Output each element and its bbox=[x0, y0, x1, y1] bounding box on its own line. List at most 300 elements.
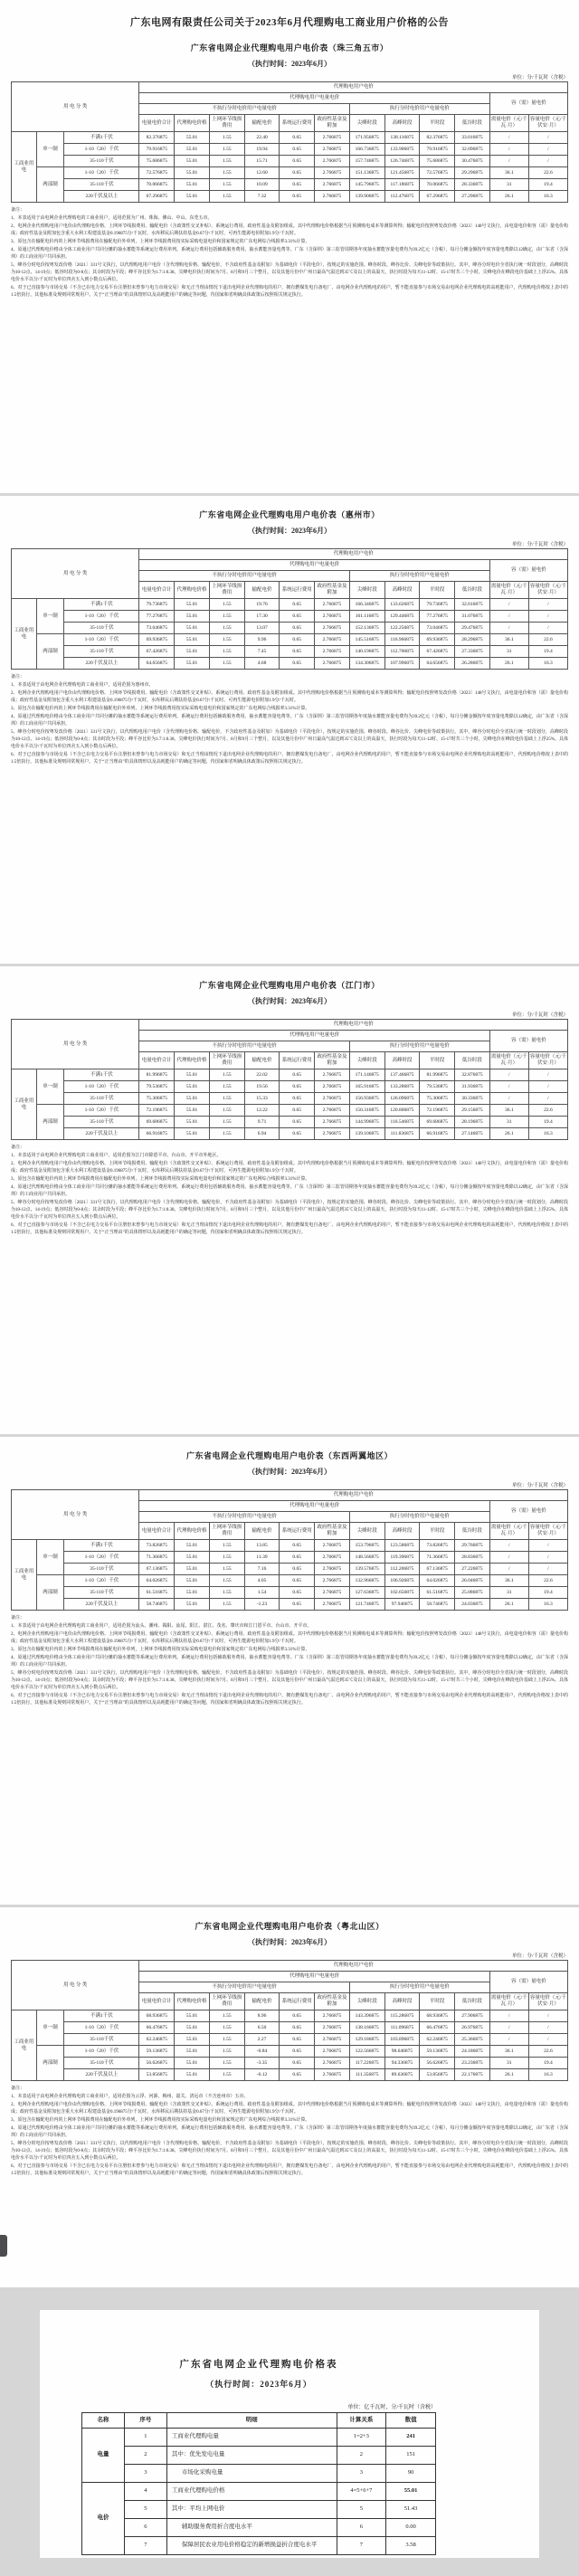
price-value-cell: 72.576875 bbox=[139, 167, 175, 179]
price-value-cell: 73.046875 bbox=[139, 623, 175, 634]
price-value-cell: / bbox=[489, 144, 528, 156]
price-value-cell: 82.376875 bbox=[420, 132, 455, 144]
price-value-cell: 0.65 bbox=[280, 623, 315, 634]
price-value-cell: 36.1 bbox=[489, 634, 528, 646]
summary-value-cell: 3.58 bbox=[386, 2537, 436, 2555]
summary-calc-cell: 3 bbox=[337, 2465, 386, 2483]
note-item: 1、本表适用于由电网企业代理购电的工商业用户，适用范围为汕头、潮州、揭阳、汕尾、阳江、湛江、茂名、肇庆市和江门恩平市、台山市、开平市。 bbox=[11, 1624, 312, 1629]
notes-block bbox=[11, 1145, 568, 1237]
voltage-class-cell: 220千伏及以上 bbox=[64, 1599, 139, 1611]
price-value-cell: 161.116875 bbox=[349, 611, 384, 623]
flat-rate-group-header: 不执行分时电价用户电量电价 bbox=[139, 571, 349, 582]
price-value-cell: 24.036875 bbox=[455, 1599, 490, 1611]
price-value-cell: 25.366875 bbox=[455, 2034, 490, 2046]
column-header: 上网环节线损费用 bbox=[209, 582, 244, 599]
voltage-class-cell: 220千伏及以上 bbox=[64, 1128, 139, 1140]
note-item: 6、对于已直接参与市场交易（不含已在电力交易平台注册但未曾参与电力市场交易）和无正当理由情况下退出电网企业代理购电的用户，拥有燃煤发电自备电厂、由电网企业代理购电的用户，暂不能直接参与市场交易由电网企业代理购电的高耗能用户，代理购电价格按上表中的1.5倍执行，其他标准及规则同常规用户。关于“正当理由”的具体情形以及高耗能用户的确定等问题，待国家和省明确具体政策后按照相关规定执行。 bbox=[11, 1223, 568, 1235]
viewer-side-tab[interactable] bbox=[0, 2235, 7, 2257]
price-value-cell: 31.936875 bbox=[455, 1081, 490, 1093]
summary-calc-cell: 6 bbox=[337, 2519, 386, 2537]
price-value-cell: 102.656875 bbox=[384, 1587, 420, 1599]
unit-note: 单位：亿千瓦时，分/千瓦时（含税） bbox=[347, 2405, 436, 2410]
price-value-cell: 19.56 bbox=[244, 1081, 280, 1093]
price-value-cell: 19.4 bbox=[528, 2058, 567, 2069]
price-value-cell: 16.3 bbox=[528, 1599, 567, 1611]
price-value-cell: 55.01 bbox=[175, 599, 210, 611]
note-item: 1、本表适用于由电网企业代理购电的工商业用户，适用范围为江门市除恩平市、台山市、开平市外地区。 bbox=[11, 1154, 222, 1158]
voltage-class-cell: 35-110千伏 bbox=[64, 2034, 139, 2046]
note-item: 5、峰谷分时电价按粤发改价格〔2021〕331号文执行，以代理购电用户电价（含代理购电价格、输配电价，不含政府性基金及附加）为基础电价（平段电价），按规定的实施范围、峰谷时段、峰谷比价、尖峰电价等政策执行。其中，峰谷分时电价全省执行统一时段划分，高峰时段为10-12点、14-19点；低谷时段为0-8点；其余时段为平段；峰平谷比价为1.7:1:0.38。尖峰电价执行时间为7月、8月和9月三个整月，以及其他月份中广州日最高气温达到35℃及以上的高温天，执行时段为每天11-12时、15-17时共三个小时，尖峰电价在峰段电价基础上上浮25%。具体电价水平以分/千瓦时为单位四舍五入到小数点后两位。 bbox=[11, 263, 568, 282]
table-row bbox=[12, 1128, 568, 1140]
summary-no-cell: 6 bbox=[124, 2519, 166, 2537]
column-header: 电量电价合计 bbox=[139, 582, 175, 599]
summary-detail-cell: 保障居民农业用电价格稳定的新增损益折合度电水平 bbox=[166, 2537, 337, 2555]
price-value-cell: 17.30 bbox=[244, 611, 280, 623]
price-value-cell: 0.65 bbox=[280, 611, 315, 623]
price-value-cell: 120.806875 bbox=[384, 1105, 420, 1117]
price-value-cell: 127.636875 bbox=[349, 1587, 384, 1599]
flat-rate-group-header: 不执行分时电价用户电量电价 bbox=[139, 104, 349, 115]
price-value-cell: 29.156875 bbox=[455, 1105, 490, 1117]
price-value-cell: 36.1 bbox=[489, 167, 528, 179]
capacity-demand-header: 容（需）量电价 bbox=[489, 1972, 567, 1993]
price-value-cell: 1.55 bbox=[209, 2046, 244, 2058]
price-value-cell: 1.55 bbox=[209, 132, 244, 144]
price-value-cell: 53.856875 bbox=[139, 2069, 175, 2081]
agency-price-header: 代理购电用户电价 bbox=[139, 1961, 568, 1972]
column-header: 尖峰时段 bbox=[349, 582, 384, 599]
price-value-cell: 2.766875 bbox=[315, 1069, 350, 1081]
price-value-cell: 2.766875 bbox=[315, 2046, 350, 2058]
pricing-system-cell: 两部制 bbox=[36, 1105, 64, 1140]
execution-time: （执行时间：2023年6月） bbox=[248, 60, 331, 68]
agency-price-header: 代理购电用户电价 bbox=[139, 1490, 568, 1501]
price-value-cell: 28.296875 bbox=[455, 634, 490, 646]
price-value-cell: 55.01 bbox=[175, 2010, 210, 2022]
column-header: 输配电价 bbox=[244, 1993, 280, 2010]
voltage-class-cell: 1-10（20）千伏 bbox=[64, 1575, 139, 1587]
table-row bbox=[12, 132, 568, 144]
price-value-cell: 1.55 bbox=[209, 634, 244, 646]
price-value-cell: 121.746875 bbox=[349, 1599, 384, 1611]
price-value-cell: 106.926875 bbox=[384, 1575, 420, 1587]
price-value-cell: 70.066875 bbox=[139, 179, 175, 191]
table-row bbox=[12, 2046, 568, 2058]
summary-calc-cell: 1=2+3 bbox=[337, 2429, 386, 2447]
price-value-cell: 58.746875 bbox=[139, 1599, 175, 1611]
unit-note: 单位：分/千瓦时（含税） bbox=[511, 1483, 568, 1488]
price-value-cell: 107.996875 bbox=[384, 658, 420, 670]
price-value-cell: -0.84 bbox=[244, 2046, 280, 2058]
price-value-cell: 22.02 bbox=[244, 1069, 280, 1081]
price-value-cell: 89.636875 bbox=[384, 2069, 420, 2081]
table-row bbox=[12, 1599, 568, 1611]
unit-note: 单位：分/千瓦时（含税） bbox=[511, 1953, 568, 1959]
note-item: 5、峰谷分时电价按粤发改价格〔2021〕331号文执行，以代理购电用户电价（含代理购电价格、输配电价，不含政府性基金及附加）为基础电价（平段电价），按规定的实施范围、峰谷时段、峰谷比价、尖峰电价等政策执行。其中，峰谷分时电价全省执行统一时段划分，高峰时段为10-12点、14-19点；低谷时段为0-8点；其余时段为平段；峰平谷比价为1.7:1:0.38。尖峰电价执行时间为7月、8月和9月三个整月，以及其他月份中广州日最高气温达到35℃及以上的高温天，执行时段为每天11-12时、15-17时共三个小时，尖峰电价在峰段电价基础上上浮25%。具体电价水平以分/千瓦时为单位四舍五入到小数点后两位。 bbox=[11, 1671, 568, 1690]
price-value-cell: 22.6 bbox=[528, 1105, 567, 1117]
note-item: 1、本表适用于由电网企业代理购电的工商业用户，适用范围为云浮、河源、梅州、韶关、清远市（不含连州市）五市。 bbox=[11, 2095, 249, 2099]
tou-group-header: 执行分时电价用户电量电价 bbox=[349, 1041, 489, 1052]
column-header: 电量电价合计 bbox=[139, 1523, 175, 1540]
summary-column-header: 名称 bbox=[82, 2413, 125, 2429]
price-value-cell: 16.3 bbox=[528, 658, 567, 670]
price-value-cell: 133.906875 bbox=[384, 144, 420, 156]
price-value-cell: 7.16 bbox=[244, 1564, 280, 1575]
price-value-cell: 1.55 bbox=[209, 1575, 244, 1587]
summary-no-cell: 1 bbox=[124, 2429, 166, 2447]
voltage-class-cell: 1-10（20）千伏 bbox=[64, 634, 139, 646]
price-value-cell: / bbox=[528, 1540, 567, 1552]
price-value-cell: 55.01 bbox=[175, 1575, 210, 1587]
price-value-cell: 55.01 bbox=[175, 167, 210, 179]
table-row bbox=[12, 1105, 568, 1117]
capacity-demand-header: 容（需）量电价 bbox=[489, 1031, 567, 1052]
tou-group-header: 执行分时电价用户电量电价 bbox=[349, 1982, 489, 1993]
price-value-cell: 152.136875 bbox=[349, 623, 384, 634]
price-value-cell: 139.106875 bbox=[349, 1128, 384, 1140]
region-table-title: 广东省电网企业代理购电用户电价表（惠州市） bbox=[199, 510, 380, 519]
price-value-cell: 55.01 bbox=[175, 156, 210, 167]
price-value-cell: / bbox=[489, 1552, 528, 1564]
table-row bbox=[12, 1540, 568, 1552]
table-row bbox=[12, 611, 568, 623]
price-value-cell: 0.65 bbox=[280, 1069, 315, 1081]
pricing-system-cell: 两部制 bbox=[36, 167, 64, 203]
price-value-cell: 1.55 bbox=[209, 1599, 244, 1611]
classification-header: 用 电 分 类 bbox=[12, 549, 139, 599]
note-item: 2、电网企业代理购电用户电价由代理购电价格、上网环节线损费用、输配电价（含政策性交叉补贴）、系统运行费用、政府性基金及附加组成。其中代理购电价格根据当月预测购电成本等测算所得；输配电价按照粤发改价格〔2023〕148号文执行，由电量电价和容（需）量电价构成；政府性基金及附加包含重大水利工程建设基金0.196875分/千瓦时，水库移民后期扶持基金0.67分/千瓦时，可再生能源电价附加1.9分/千瓦时。 bbox=[11, 691, 568, 703]
price-value-cell: 12.22 bbox=[244, 1105, 280, 1117]
price-value-cell: 2.766875 bbox=[315, 2034, 350, 2046]
price-value-cell: 156.936875 bbox=[349, 1093, 384, 1105]
price-value-cell: 22.6 bbox=[528, 1575, 567, 1587]
price-value-cell: 0.65 bbox=[280, 1587, 315, 1599]
table-row bbox=[12, 634, 568, 646]
price-value-cell: 0.65 bbox=[280, 132, 315, 144]
note-item: 3、原包含在输配电价内的上网环节线损费用在输配电价外单列，上网环节线损费用按实际采购电量电价和国家规定的广东电网综合线损率3.31%计算。 bbox=[11, 1648, 310, 1652]
price-value-cell: 32.096875 bbox=[455, 144, 490, 156]
price-value-cell: 1.55 bbox=[209, 1081, 244, 1093]
region-table-title: 广东省电网企业代理购电用户电价表（东西两翼地区） bbox=[185, 1451, 393, 1460]
price-value-cell: -6.12 bbox=[244, 2069, 280, 2081]
column-header: 输配电价 bbox=[244, 582, 280, 599]
price-value-cell: 0.65 bbox=[280, 2046, 315, 2058]
summary-detail-cell: 辅助服务费用折合度电水平 bbox=[166, 2519, 337, 2537]
voltage-class-cell: 不满1千伏 bbox=[64, 1540, 139, 1552]
price-value-cell: / bbox=[528, 132, 567, 144]
column-header: 容量电价（元/千伏安·月） bbox=[528, 1052, 567, 1069]
voltage-class-cell: 35-110千伏 bbox=[64, 1093, 139, 1105]
price-value-cell: 1.55 bbox=[209, 144, 244, 156]
table-row bbox=[12, 599, 568, 611]
price-value-cell: 31 bbox=[489, 1117, 528, 1128]
summary-column-header: 明细 bbox=[166, 2413, 337, 2429]
price-value-cell: 67.136875 bbox=[420, 1564, 455, 1575]
price-value-cell: 61.516875 bbox=[420, 1587, 455, 1599]
price-value-cell: 55.01 bbox=[175, 2046, 210, 2058]
price-value-cell: 148.566875 bbox=[349, 1552, 384, 1564]
price-value-cell: 2.766875 bbox=[315, 2010, 350, 2022]
price-value-cell: 2.766875 bbox=[315, 1564, 350, 1575]
note-item: 2、电网企业代理购电用户电价由代理购电价格、上网环节线损费用、输配电价（含政策性交叉补贴）、系统运行费用、政府性基金及附加组成。其中代理购电价格根据当月预测购电成本等测算所得；输配电价按照粤发改价格〔2023〕148号文执行，由电量电价和容（需）量电价构成；政府性基金及附加包含重大水利工程建设基金0.196875分/千瓦时，水库移民后期扶持基金0.67分/千瓦时，可再生能源电价附加1.9分/千瓦时。 bbox=[11, 1162, 568, 1174]
price-value-cell: 112.206875 bbox=[384, 1564, 420, 1575]
price-value-cell: 2.766875 bbox=[315, 156, 350, 167]
price-value-cell: 82.376875 bbox=[139, 132, 175, 144]
voltage-class-cell: 35-110千伏 bbox=[64, 1117, 139, 1128]
unit-note: 单位：分/千瓦时（含税） bbox=[511, 1012, 568, 1018]
summary-detail-cell: 其中：平均上网电价 bbox=[166, 2501, 337, 2519]
price-value-cell: 28.196875 bbox=[455, 1117, 490, 1128]
summary-detail-cell: 市场化采购电量 bbox=[166, 2465, 337, 2483]
price-value-cell: 26.1 bbox=[489, 191, 528, 203]
voltage-class-cell: 35-110千伏 bbox=[64, 646, 139, 658]
price-value-cell: 138.116875 bbox=[384, 132, 420, 144]
summary-group-cell: 电量 bbox=[82, 2429, 125, 2483]
price-value-cell: 0.65 bbox=[280, 2058, 315, 2069]
price-value-cell: 69.936875 bbox=[139, 634, 175, 646]
summary-value-cell: 241 bbox=[386, 2429, 436, 2447]
price-value-cell: 1.55 bbox=[209, 1564, 244, 1575]
price-value-cell: 11.39 bbox=[244, 1552, 280, 1564]
summary-no-cell: 2 bbox=[124, 2447, 166, 2465]
pricing-system-cell: 单一制 bbox=[36, 1069, 64, 1105]
tou-group-header: 执行分时电价用户电量电价 bbox=[349, 571, 489, 582]
price-value-cell: 0.65 bbox=[280, 156, 315, 167]
price-value-cell: 26.286875 bbox=[455, 658, 490, 670]
column-header: 上网环节线损费用 bbox=[209, 1993, 244, 2010]
price-value-cell: 2.766875 bbox=[315, 646, 350, 658]
price-value-cell: 16.3 bbox=[528, 2069, 567, 2081]
note-item: 2、电网企业代理购电用户电价由代理购电价格、上网环节线损费用、输配电价（含政策性交叉补贴）、系统运行费用、政府性基金及附加组成。其中代理购电价格根据当月预测购电成本等测算所得；输配电价按照粤发改价格〔2023〕148号文执行，由电量电价和容（需）量电价构成；政府性基金及附加包含重大水利工程建设基金0.196875分/千瓦时，水库移民后期扶持基金0.67分/千瓦时，可再生能源电价附加1.9分/千瓦时。 bbox=[11, 2103, 568, 2115]
notes-block bbox=[11, 1615, 568, 1707]
price-value-cell: / bbox=[528, 2010, 567, 2022]
price-value-cell: 31.076875 bbox=[455, 611, 490, 623]
price-value-cell: 55.01 bbox=[175, 2022, 210, 2034]
price-value-cell: / bbox=[528, 1093, 567, 1105]
column-header: 系统运行费用 bbox=[280, 115, 315, 132]
column-header: 高峰时段 bbox=[384, 1052, 420, 1069]
price-value-cell: 55.01 bbox=[175, 2069, 210, 2081]
price-value-cell: 10.09 bbox=[244, 179, 280, 191]
price-value-cell: 134.306875 bbox=[349, 658, 384, 670]
column-header: 政府性基金及附加 bbox=[315, 1052, 350, 1069]
price-value-cell: 1.55 bbox=[209, 611, 244, 623]
execution-time: （执行时间：2023年6月） bbox=[248, 997, 331, 1005]
price-value-cell: 12.60 bbox=[244, 167, 280, 179]
column-header: 高峰时段 bbox=[384, 115, 420, 132]
summary-calc-cell: 4=5+6+7 bbox=[337, 2483, 386, 2501]
price-value-cell: 2.766875 bbox=[315, 2069, 350, 2081]
price-value-cell: 2.766875 bbox=[315, 144, 350, 156]
summary-value-cell: 0.00 bbox=[386, 2519, 436, 2537]
price-value-cell: 2.766875 bbox=[315, 1105, 350, 1117]
price-value-cell: 27.146875 bbox=[455, 1128, 490, 1140]
price-value-cell: 0.65 bbox=[280, 2022, 315, 2034]
column-header: 代理购电价格 bbox=[175, 1523, 210, 1540]
table-row bbox=[12, 179, 568, 191]
price-value-cell: 75.686875 bbox=[139, 156, 175, 167]
price-value-cell: 29.476875 bbox=[455, 623, 490, 634]
price-value-cell: 55.01 bbox=[175, 2058, 210, 2069]
table-row bbox=[12, 1552, 568, 1564]
price-value-cell: 71.366875 bbox=[420, 1552, 455, 1564]
column-header: 平时段 bbox=[420, 1993, 455, 2010]
price-value-cell: / bbox=[528, 2034, 567, 2046]
column-header: 代理购电价格 bbox=[175, 115, 210, 132]
column-header: 需量电价（元/千瓦·月） bbox=[489, 1993, 528, 2010]
summary-section bbox=[81, 2310, 436, 2555]
price-value-cell: 55.01 bbox=[175, 1552, 210, 1564]
column-header: 政府性基金及附加 bbox=[315, 582, 350, 599]
price-value-cell: 79.916875 bbox=[420, 144, 455, 156]
price-value-cell: 1.55 bbox=[209, 623, 244, 634]
note-item: 1、本表适用于由电网企业代理购电的工商业用户，适用范围为惠州市。 bbox=[11, 683, 154, 688]
price-value-cell: 69.686875 bbox=[420, 1117, 455, 1128]
agency-price-header: 代理购电用户电价 bbox=[139, 1020, 568, 1031]
price-value-cell: 55.01 bbox=[175, 1117, 210, 1128]
price-value-cell: 73.826875 bbox=[420, 1540, 455, 1552]
notes-label: 备注： bbox=[11, 675, 25, 680]
summary-detail-cell: 工商业代理购电价格 bbox=[166, 2483, 337, 2501]
price-value-cell: 2.766875 bbox=[315, 2022, 350, 2034]
voltage-class-cell: 不满1千伏 bbox=[64, 132, 139, 144]
note-item: 5、峰谷分时电价按粤发改价格〔2021〕331号文执行，以代理购电用户电价（含代理购电价格、输配电价，不含政府性基金及附加）为基础电价（平段电价），按规定的实施范围、峰谷时段、峰谷比价、尖峰电价等政策执行。其中，峰谷分时电价全省执行统一时段划分，高峰时段为10-12点、14-19点；低谷时段为0-8点；其余时段为平段；峰平谷比价为1.7:1:0.38。尖峰电价执行时间为7月、8月和9月三个整月，以及其他月份中广州日最高气温达到35℃及以上的高温天，执行时段为每天11-12时、15-17时共三个小时，尖峰电价在峰段电价基础上上浮25%。具体电价水平以分/千瓦时为单位四舍五入到小数点后两位。 bbox=[11, 1201, 568, 1220]
price-value-cell: 0.65 bbox=[280, 2034, 315, 2046]
price-value-cell: 0.65 bbox=[280, 1564, 315, 1575]
price-value-cell: 166.346875 bbox=[349, 599, 384, 611]
price-value-cell: 97.946875 bbox=[384, 1599, 420, 1611]
price-value-cell: 119.396875 bbox=[384, 1552, 420, 1564]
column-header: 尖峰时段 bbox=[349, 1052, 384, 1069]
column-header: 需量电价（元/千瓦·月） bbox=[489, 1052, 528, 1069]
price-value-cell: 2.766875 bbox=[315, 1093, 350, 1105]
price-value-cell: 137.466875 bbox=[384, 1069, 420, 1081]
table-row bbox=[12, 658, 568, 670]
price-value-cell: 171.956875 bbox=[349, 132, 384, 144]
price-value-cell: 75.306875 bbox=[139, 1093, 175, 1105]
price-value-cell: 0.65 bbox=[280, 1128, 315, 1140]
price-value-cell: 64.026875 bbox=[420, 1575, 455, 1587]
price-value-cell: 111.096875 bbox=[384, 2022, 420, 2034]
column-header: 需量电价（元/千瓦·月） bbox=[489, 1523, 528, 1540]
price-value-cell: 1.55 bbox=[209, 1128, 244, 1140]
column-header: 高峰时段 bbox=[384, 1523, 420, 1540]
price-value-cell: 1.55 bbox=[209, 599, 244, 611]
price-value-cell: 66.916875 bbox=[139, 1128, 175, 1140]
price-value-cell: 66.476875 bbox=[420, 2022, 455, 2034]
voltage-class-cell: 1-10（20）千伏 bbox=[64, 611, 139, 623]
price-value-cell: 71.366875 bbox=[139, 1552, 175, 1564]
price-value-cell: 2.766875 bbox=[315, 599, 350, 611]
note-item: 6、对于已直接参与市场交易（不含已在电力交易平台注册但未曾参与电力市场交易）和无正当理由情况下退出电网企业代理购电的用户，拥有燃煤发电自备电厂、由电网企业代理购电的用户，暂不能直接参与市场交易由电网企业代理购电的高耗能用户，代理购电价格按上表中的1.5倍执行，其他标准及规则同常规用户。关于“正当理由”的具体情形以及高耗能用户的确定等问题，待国家和省明确具体政策后按照相关规定执行。 bbox=[11, 2164, 568, 2176]
pricing-system-cell: 单一制 bbox=[36, 2010, 64, 2046]
note-item: 1、本表适用于由电网企业代理购电的工商业用户，适用范围为广州、珠海、佛山、中山、东莞五市。 bbox=[11, 216, 213, 221]
price-value-cell: 30.336875 bbox=[455, 1093, 490, 1105]
price-value-cell: 1.55 bbox=[209, 2058, 244, 2069]
price-value-cell: 19.94 bbox=[244, 144, 280, 156]
execution-time: （执行时间：2023年6月） bbox=[248, 527, 331, 535]
summary-table-title: 广东省电网企业代理购电价格表 bbox=[179, 2360, 338, 2370]
price-value-cell: 144.996875 bbox=[349, 1117, 384, 1128]
price-value-cell: 27.226875 bbox=[455, 1564, 490, 1575]
column-header: 平时段 bbox=[420, 1052, 455, 1069]
voltage-class-cell: 35-110千伏 bbox=[64, 1564, 139, 1575]
price-value-cell: 2.766875 bbox=[315, 623, 350, 634]
pricing-system-cell: 两部制 bbox=[36, 1575, 64, 1611]
price-value-cell: 1.55 bbox=[209, 1552, 244, 1564]
price-value-cell: 1.55 bbox=[209, 191, 244, 203]
price-value-cell: 22.6 bbox=[528, 634, 567, 646]
summary-value-cell: 90 bbox=[386, 2465, 436, 2483]
document-page bbox=[0, 1907, 579, 2287]
price-value-cell: / bbox=[489, 623, 528, 634]
price-value-cell: 0.65 bbox=[280, 1117, 315, 1128]
price-value-cell: 0.65 bbox=[280, 1105, 315, 1117]
column-header: 低谷时段 bbox=[455, 1523, 490, 1540]
voltage-class-cell: 1-10（20）千伏 bbox=[64, 2022, 139, 2034]
summary-table bbox=[81, 2412, 436, 2555]
note-item: 6、对于已直接参与市场交易（不含已在电力交易平台注册但未曾参与电力市场交易）和无正当理由情况下退出电网企业代理购电的用户，拥有燃煤发电自备电厂、由电网企业代理购电的用户，暂不能直接参与市场交易由电网企业代理购电的高耗能用户，代理购电价格按上表中的1.5倍执行，其他标准及规则同常规用户。关于“正当理由”的具体情形以及高耗能用户的确定等问题，待国家和省明确具体政策后按照相关规定执行。 bbox=[11, 286, 568, 298]
notes-label: 备注： bbox=[11, 1145, 25, 1150]
summary-value-cell: 151 bbox=[386, 2447, 436, 2465]
price-value-cell: 19.76 bbox=[244, 599, 280, 611]
price-value-cell: 111.356875 bbox=[349, 2069, 384, 2081]
table-row bbox=[12, 1093, 568, 1105]
price-value-cell: 16.3 bbox=[528, 1128, 567, 1140]
price-value-cell: / bbox=[489, 599, 528, 611]
classification-header: 用 电 分 类 bbox=[12, 1490, 139, 1540]
summary-detail-cell: 工商业代理购电量 bbox=[166, 2429, 337, 2447]
column-header: 容量电价（元/千伏安·月） bbox=[528, 582, 567, 599]
price-value-cell: / bbox=[489, 2022, 528, 2034]
price-value-cell: 126.746875 bbox=[384, 156, 420, 167]
price-value-cell: 122.566875 bbox=[349, 2046, 384, 2058]
notes-label: 备注： bbox=[11, 208, 25, 213]
price-value-cell: / bbox=[489, 1540, 528, 1552]
price-value-cell: 1.55 bbox=[209, 179, 244, 191]
price-value-cell: 2.766875 bbox=[315, 1599, 350, 1611]
price-value-cell: / bbox=[528, 2022, 567, 2034]
voltage-class-cell: 不满1千伏 bbox=[64, 599, 139, 611]
voltage-class-cell: 35-110千伏 bbox=[64, 156, 139, 167]
price-value-cell: 75.686875 bbox=[420, 156, 455, 167]
price-value-cell: 19.4 bbox=[528, 1117, 567, 1128]
price-value-cell: 32.876875 bbox=[455, 1069, 490, 1081]
table-row bbox=[12, 1081, 568, 1093]
price-value-cell: 67.136875 bbox=[139, 1564, 175, 1575]
summary-no-cell: 5 bbox=[124, 2501, 166, 2519]
price-value-cell: 67.426875 bbox=[139, 646, 175, 658]
price-value-cell: 61.516875 bbox=[139, 1587, 175, 1599]
price-value-cell: 62.246875 bbox=[420, 2034, 455, 2046]
price-value-cell: 75.306875 bbox=[420, 1093, 455, 1105]
flat-rate-group-header: 不执行分时电价用户电量电价 bbox=[139, 1982, 349, 1993]
table-row bbox=[82, 2447, 436, 2465]
price-value-cell: 15.71 bbox=[244, 156, 280, 167]
table-row bbox=[12, 2022, 568, 2034]
voltage-class-cell: 1-10（20）千伏 bbox=[64, 2046, 139, 2058]
price-value-cell: 59.136875 bbox=[420, 2046, 455, 2058]
price-table bbox=[11, 1960, 568, 2081]
price-value-cell: 1.55 bbox=[209, 2022, 244, 2034]
price-value-cell: 0.65 bbox=[280, 1575, 315, 1587]
column-header: 高峰时段 bbox=[384, 582, 420, 599]
price-value-cell: 23.236875 bbox=[455, 2058, 490, 2069]
price-value-cell: -1.23 bbox=[244, 1599, 280, 1611]
price-value-cell: 0.65 bbox=[280, 634, 315, 646]
price-value-cell: 140.196875 bbox=[349, 646, 384, 658]
price-value-cell: 150.316875 bbox=[349, 1105, 384, 1117]
